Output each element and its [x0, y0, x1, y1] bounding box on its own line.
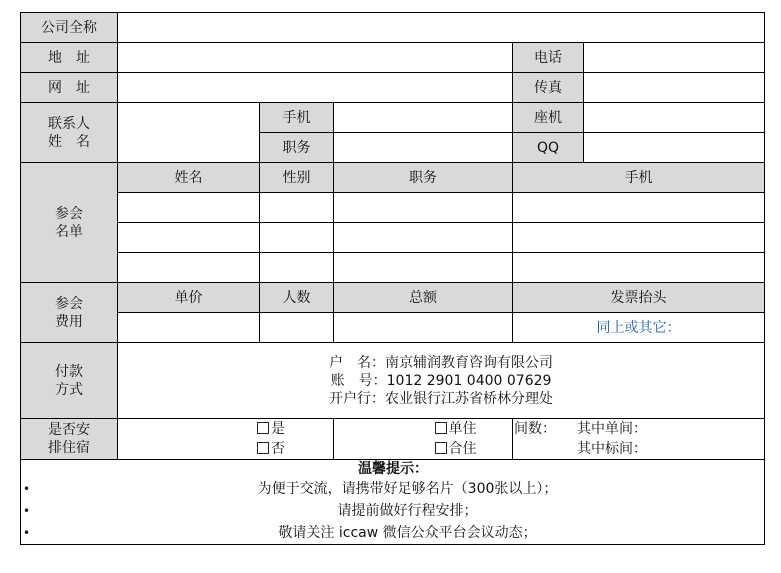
attendee-row — [21, 193, 765, 223]
lodging-no-option[interactable] — [209, 439, 333, 459]
payment-details — [118, 343, 765, 419]
lodging-label-line1: 是否安 — [48, 422, 90, 438]
company-row — [21, 13, 765, 43]
landline-field[interactable] — [584, 103, 765, 133]
total-field[interactable] — [334, 313, 513, 343]
lodging-label-line2: 排住宿 — [48, 440, 90, 456]
address-row — [21, 43, 765, 73]
lodging-no-label: 否 — [271, 441, 285, 457]
attendee-name-cell[interactable] — [118, 223, 260, 253]
fax-field[interactable] — [584, 73, 765, 103]
address-field[interactable] — [118, 43, 513, 73]
bullet-icon: • — [23, 526, 31, 540]
website-label: 网 址 — [21, 73, 118, 103]
attendee-header-name: 姓名 — [118, 163, 260, 193]
account-number-text: 账 号：1012 2901 0400 07629 — [330, 372, 552, 389]
fax-label: 传真 — [513, 73, 584, 103]
lodging-yes-no — [118, 419, 334, 460]
mobile-label: 手机 — [260, 103, 334, 133]
lodging-room-count[interactable] — [513, 419, 765, 460]
attendee-row — [21, 223, 765, 253]
tip-text: 请提前做好行程安排； — [337, 503, 478, 519]
fee-header-unit-price: 单价 — [118, 283, 260, 313]
tip-item — [21, 500, 764, 522]
lodging-shared-option[interactable] — [399, 439, 512, 459]
mobile-field[interactable] — [334, 103, 513, 133]
attendee-mobile-cell[interactable] — [513, 193, 765, 223]
fee-header-row — [21, 283, 765, 313]
tip-text: 为便于交流，请携带好足够名片（300张以上）； — [257, 481, 558, 497]
tip-item — [21, 478, 764, 500]
rooms-label: 间数： — [514, 421, 556, 437]
lodging-shared-label: 合住 — [448, 441, 477, 457]
address-label: 地 址 — [21, 43, 118, 73]
checkbox-icon[interactable] — [257, 422, 269, 434]
attendee-gender-cell[interactable] — [260, 223, 334, 253]
landline-label: 座机 — [513, 103, 584, 133]
lodging-room-type — [334, 419, 513, 460]
attendee-header-position: 职务 — [334, 163, 513, 193]
website-field[interactable] — [118, 73, 513, 103]
attendee-row — [21, 253, 765, 283]
attendee-header-gender: 性别 — [260, 163, 334, 193]
attendees-label-line1: 参会 — [55, 205, 83, 222]
attendee-position-cell[interactable] — [334, 253, 513, 283]
tip-text: 敬请关注 iccaw 微信公众平台会议动态； — [278, 525, 537, 541]
invoice-title-field[interactable]: 同上或其它： — [513, 313, 765, 343]
tips-title: 温馨提示： — [358, 461, 429, 477]
contact-name-field[interactable] — [118, 103, 260, 163]
registration-form — [20, 12, 765, 545]
attendees-label-line2: 名单 — [55, 223, 83, 240]
fee-label-line1: 参会 — [55, 295, 83, 312]
company-name-field[interactable] — [118, 13, 765, 43]
website-row — [21, 73, 765, 103]
payment-label — [21, 343, 118, 419]
attendee-header-row — [21, 163, 765, 193]
contact-row-1 — [21, 103, 765, 133]
bank-text: 开户行：农业银行江苏省桥林分理处 — [329, 390, 554, 407]
lodging-yes-label: 是 — [271, 421, 285, 437]
standard-rooms-label: 其中标间： — [577, 441, 647, 457]
attendees-label — [21, 163, 118, 283]
checkbox-icon[interactable] — [257, 442, 269, 454]
attendee-gender-cell[interactable] — [260, 253, 334, 283]
attendee-gender-cell[interactable] — [260, 193, 334, 223]
lodging-yes-option[interactable] — [209, 419, 333, 439]
qq-field[interactable] — [584, 133, 765, 163]
checkbox-icon[interactable] — [435, 422, 447, 434]
count-field[interactable] — [260, 313, 334, 343]
attendee-position-cell[interactable] — [334, 193, 513, 223]
fee-value-row — [21, 313, 765, 343]
attendee-name-cell[interactable] — [118, 253, 260, 283]
tips-section — [21, 460, 765, 545]
fee-header-total: 总额 — [334, 283, 513, 313]
attendee-position-cell[interactable] — [334, 223, 513, 253]
attendee-header-mobile: 手机 — [513, 163, 765, 193]
single-rooms-label: 其中单间： — [577, 421, 647, 437]
checkbox-icon[interactable] — [435, 442, 447, 454]
lodging-single-option[interactable] — [399, 419, 512, 439]
room-count-block — [513, 419, 764, 459]
tips-row — [21, 460, 765, 545]
attendee-mobile-cell[interactable] — [513, 223, 765, 253]
lodging-single-label: 单住 — [448, 421, 477, 437]
fee-label-line2: 费用 — [55, 313, 83, 330]
lodging-label — [21, 419, 118, 460]
payment-label-line1: 付款 — [55, 363, 83, 380]
payment-row — [21, 343, 765, 419]
contact-label-line1: 联系人 — [48, 115, 90, 132]
fee-header-invoice: 发票抬头 — [513, 283, 765, 313]
lodging-row — [21, 419, 765, 460]
bullet-icon: • — [23, 504, 31, 518]
phone-field[interactable] — [584, 43, 765, 73]
fee-label — [21, 283, 118, 343]
account-name-text: 户 名：南京辅润教育咨询有限公司 — [329, 354, 554, 371]
unit-price-field[interactable] — [118, 313, 260, 343]
fee-header-count: 人数 — [260, 283, 334, 313]
bullet-icon: • — [23, 482, 31, 496]
contact-label-line2: 姓 名 — [48, 133, 90, 150]
attendee-mobile-cell[interactable] — [513, 253, 765, 283]
tip-item — [21, 522, 764, 544]
contact-label — [21, 103, 118, 163]
phone-label: 电话 — [513, 43, 584, 73]
position-field[interactable] — [334, 133, 513, 163]
qq-label: QQ — [513, 133, 584, 163]
payment-label-line2: 方式 — [55, 381, 83, 398]
attendee-name-cell[interactable] — [118, 193, 260, 223]
position-label: 职务 — [260, 133, 334, 163]
company-name-label: 公司全称 — [21, 13, 118, 43]
